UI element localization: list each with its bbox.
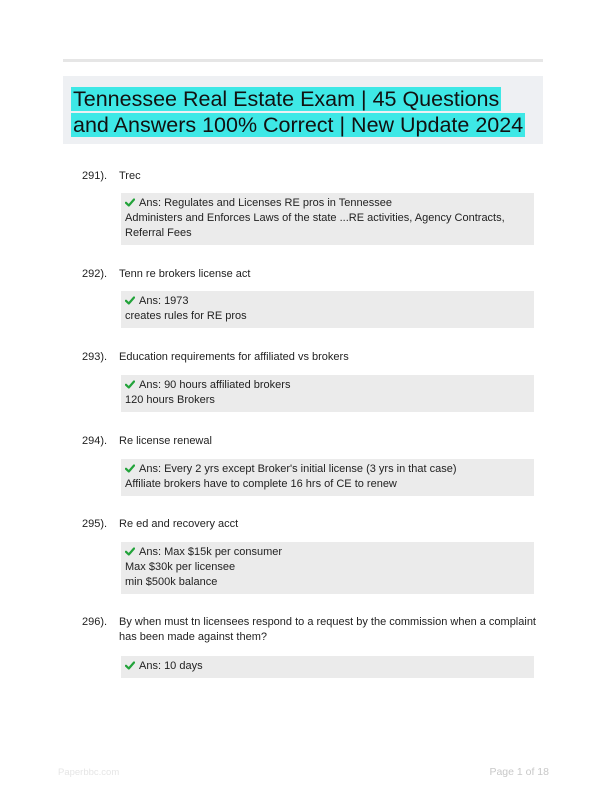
page-indicator: Page 1 of 18 — [489, 766, 549, 778]
checkmark-icon — [125, 296, 135, 305]
checkmark-icon — [125, 380, 135, 389]
checkmark-icon — [125, 198, 135, 207]
question-text: Tenn re brokers license act — [119, 268, 251, 280]
answer-text: Ans: 1973 — [139, 295, 189, 307]
checkmark-icon — [125, 661, 135, 670]
footer-watermark: Paperbbc.com — [58, 767, 120, 778]
question-text: Trec — [119, 170, 141, 182]
question-text: Re license renewal — [119, 435, 212, 447]
question-text: Re ed and recovery acct — [119, 518, 239, 530]
checkmark-icon — [125, 464, 135, 473]
top-divider — [63, 59, 543, 62]
question-number: 293). — [82, 351, 108, 363]
page-title — [71, 86, 541, 138]
question-number: 295). — [82, 518, 108, 530]
question-text: Education requirements for affiliated vs brokers — [119, 351, 349, 363]
answer-text: Ans: 10 days — [139, 660, 203, 672]
answer-detail: Max $30k per licensee — [125, 561, 236, 573]
answer-line — [125, 545, 530, 560]
answer-line — [125, 294, 530, 309]
title-highlight: Tennessee Real Estate Exam | 45 Questions and Answers 100% Correct | New Update 2024 — [73, 87, 524, 137]
answer-box — [121, 193, 534, 245]
answer-line — [125, 659, 530, 674]
answer-line — [125, 378, 530, 393]
answer-text: Ans: Every 2 yrs except Broker's initial license (3 yrs in that case) — [139, 463, 457, 475]
answer-box — [121, 375, 534, 412]
answer-detail: Affiliate brokers have to complete 16 hrs of CE to renew — [125, 478, 397, 490]
answer-text: Ans: Regulates and Licenses RE pros in Tennessee — [139, 197, 392, 209]
answer-box — [121, 656, 534, 678]
answer-line — [125, 462, 530, 477]
question-text: By when must tn licensees respond to a request by the commission when a complaint has been made against them? — [119, 616, 536, 643]
question-number: 292). — [82, 268, 108, 280]
answer-detail: 120 hours Brokers — [125, 394, 215, 406]
question-number: 294). — [82, 435, 108, 447]
answer-box — [121, 459, 534, 496]
answer-line — [125, 196, 530, 211]
answer-detail: Administers and Enforces Laws of the state ...RE activities, Agency Contracts, Referral Fees — [125, 212, 505, 239]
checkmark-icon — [125, 547, 135, 556]
answer-box — [121, 542, 534, 594]
answer-text: Ans: Max $15k per consumer — [139, 546, 283, 558]
answer-detail: creates rules for RE pros — [125, 310, 247, 322]
answer-detail: min $500k balance — [125, 576, 218, 588]
question-number: 296). — [82, 616, 108, 628]
answer-box — [121, 291, 534, 328]
question-number: 291). — [82, 170, 108, 182]
answer-text: Ans: 90 hours affiliated brokers — [139, 379, 291, 391]
